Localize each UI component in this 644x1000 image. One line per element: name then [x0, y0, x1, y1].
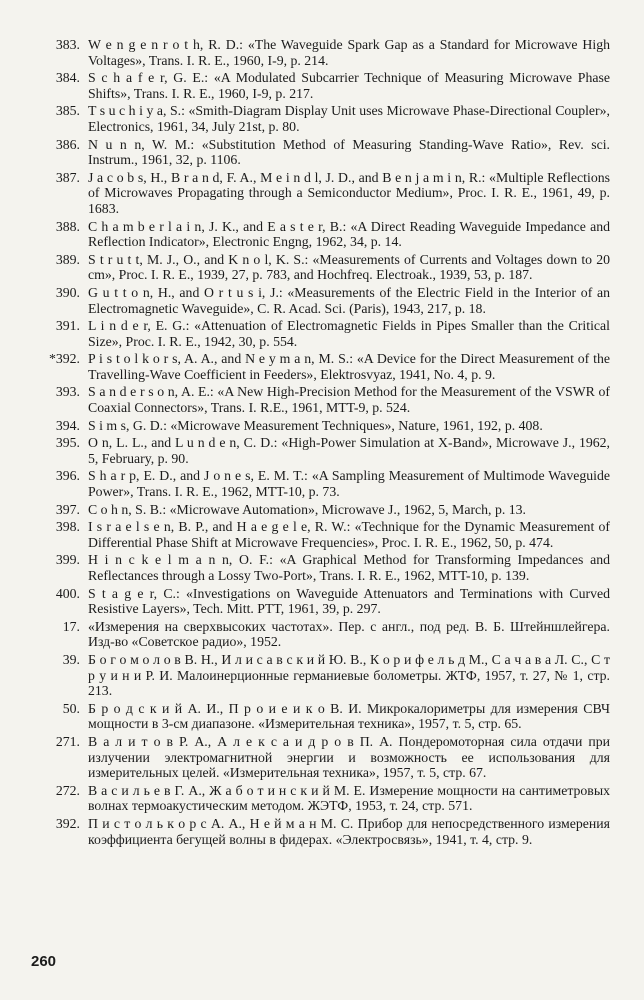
reference-text: Б о г о м о л о в В. Н., И л и с а в с к и й Ю. В., К о р и ф е л ь д М., С а ч а в а Л. С., С т р у и н и Р. И. Малоинерционные германиевые болометры. ЖТФ, 1957, т. 27, № 1, стр. 213.	[88, 651, 610, 699]
reference-text: P i s t o l k o r s, A. A., and N e y m a n, M. S.: «A Device for the Direct Measurement of the Travelling-Wave Coefficient in Feeders», Elektrosvyaz, 1941, No. 4, p. 9.	[88, 351, 610, 382]
page-number: 260	[31, 953, 57, 970]
reference-text: H i n c k e l m a n n, O. F.: «A Graphical Method for Transforming Impedances and Reflectances through a Lossy Two-Port», Trans. I. R. E., 1962, MTT-10, p. 139.	[88, 552, 610, 583]
reference-text: O n, L. L., and L u n d e n, C. D.: «High-Power Simulation at X-Band», Microwave J., 1962, 5, February, p. 90.	[88, 435, 610, 466]
reference-text: S t a g e r, C.: «Investigations on Waveguide Attenuators and Terminations with Curved Resistive Layers», Tech. Mitt. PTT, 1961, 39, p. 297.	[88, 585, 610, 617]
reference-entry	[18, 252, 610, 283]
reference-entry	[18, 285, 610, 316]
reference-number: 272.	[55, 782, 80, 798]
reference-number: 395.	[55, 435, 80, 451]
reference-text: П и с т о л ь к о р с А. А., Н е й м а н М. С. Прибор для непосредственного измерения коэффициента бегущей волны в фидерах. «Электросвязь», 1941, т. 4, стр. 9.	[88, 815, 610, 847]
reference-text: S t r u t t, M. J., O., and K n o l, K. S.: «Measurements of Currents and Voltages down to 20 cm», Proc. I. R. E., 1939, 27, p. 783, and Hochfreq. Electroak., 1939, 53, p. 187.	[88, 251, 610, 283]
reference-number: 399.	[55, 552, 80, 568]
reference-text: G u t t o n, H., and O r t u s i, J.: «Measurements of the Electric Field in the Interior of an Electromagnetic Waveguide», C. R. Acad. Sci. (Paris), 1943, 217, p. 18.	[88, 284, 610, 316]
reference-entry	[18, 37, 610, 68]
reference-entry	[18, 816, 610, 847]
reference-entry	[18, 701, 610, 732]
reference-number: 394.	[55, 417, 80, 433]
reference-entry	[18, 586, 610, 617]
reference-text: «Измерения на сверхвысоких частотах». Пер. с англ., под ред. В. Б. Штейншлейгера. Изд-во «Советское радио», 1952.	[88, 618, 610, 650]
reference-text: W e n g e n r o t h, R. D.: «The Waveguide Spark Gap as a Standard for Microwave High Voltages», Trans. I. R. E., 1960, I-9, p. 214.	[88, 37, 610, 68]
reference-entry	[18, 783, 610, 814]
reference-number: 398.	[55, 519, 80, 535]
reference-number: 385.	[55, 103, 80, 119]
reference-number: 386.	[55, 136, 80, 152]
reference-number: 396.	[55, 468, 80, 484]
reference-number: 389.	[55, 251, 80, 267]
reference-number: 17.	[62, 618, 80, 634]
reference-number: 392.	[55, 815, 80, 831]
reference-entry	[18, 734, 610, 781]
reference-entry	[18, 318, 610, 349]
reference-entry	[18, 137, 610, 168]
reference-number: 388.	[55, 218, 80, 234]
reference-text: L i n d e r, E. G.: «Attenuation of Electromagnetic Fields in Pipes Smaller than the Critical Size», Proc. I. R. E., 1942, 30, p. 554.	[88, 318, 610, 349]
reference-number: 383.	[55, 37, 80, 52]
reference-entry	[18, 103, 610, 134]
reference-number: 50.	[62, 700, 80, 716]
reference-text: C o h n, S. B.: «Microwave Automation», Microwave J., 1962, 5, March, p. 13.	[88, 501, 527, 517]
reference-number: 39.	[62, 651, 80, 667]
reference-entry	[18, 351, 610, 382]
reference-entry	[18, 170, 610, 217]
reference-entry	[18, 468, 610, 499]
reference-entry	[18, 418, 610, 434]
reference-number: 271.	[55, 733, 80, 749]
reference-number: 387.	[55, 169, 80, 185]
reference-number: 391.	[55, 318, 80, 334]
reference-text: T s u c h i y a, S.: «Smith-Diagram Display Unit uses Microwave Phase-Directional Coupler», Electronics, 1961, 34, July 21st, p. 80.	[88, 103, 610, 134]
reference-entry	[18, 652, 610, 699]
reference-entry	[18, 519, 610, 550]
reference-entry	[18, 502, 610, 518]
reference-text: S c h a f e r, G. E.: «A Modulated Subcarrier Technique of Measuring Microwave Phase Shifts», Trans. I. R. E., 1960, I-9, p. 217.	[88, 70, 610, 101]
reference-text: N u n n, W. M.: «Substitution Method of Measuring Standing-Wave Ratio», Rev. sci. Instrum., 1961, 32, p. 1106.	[88, 136, 610, 168]
reference-number: 393.	[55, 384, 80, 400]
reference-text: S h a r p, E. D., and J o n e s, E. M. T.: «A Sampling Measurement of Multimode Waveguide Power», Trans. I. R. E., 1962, MTT-10, p. 73.	[88, 468, 610, 500]
reference-number: 397.	[55, 501, 80, 517]
reference-entry	[18, 619, 610, 650]
reference-text: В а л и т о в Р. А., А л е к с а и д р о в П. А. Пондеромоторная сила отдачи при излучении электромагнитной энергии и возможность ее использования для измерительных целей. «Измерительная техника», 1957, т. 5, стр. 67.	[88, 733, 610, 781]
reference-number: 400.	[55, 585, 80, 601]
reference-number: 384.	[55, 70, 80, 86]
reference-text: S i m s, G. D.: «Microwave Measurement Techniques», Nature, 1961, 192, p. 408.	[88, 417, 543, 433]
reference-entry	[18, 70, 610, 101]
reference-entry	[18, 435, 610, 466]
reference-text: J a c o b s, H., B r a n d, F. A., M e i n d l, J. D., and B e n j a m i n, R.: «Multiple Reflections of Microwaves Propagating through a Semiconductor Medium», Proc. I. R. E., 1961, 49, p. 1683.	[88, 169, 610, 216]
reference-number: *392.	[48, 351, 80, 367]
reference-text: В а с и л ь е в Г. А., Ж а б о т и н с к и й М. Е. Измерение мощности на сантиметровых волнах термоакустическим методом. ЖЭТФ, 1953, т. 24, стр. 571.	[88, 782, 610, 814]
reference-number: 390.	[55, 284, 80, 300]
reference-list	[18, 37, 610, 847]
reference-entry	[18, 384, 610, 415]
reference-entry	[18, 552, 610, 583]
reference-text: C h a m b e r l a i n, J. K., and E a s t e r, B.: «A Direct Reading Waveguide Impedance and Reflection Indicator», Electronic Engng, 1962, 34, p. 14.	[88, 218, 610, 250]
reference-text: S a n d e r s o n, A. E.: «A New High-Precision Method for the Measurement of the VSWR of Coaxial Connectors», Trans. I. R.E., 1961, MTT-9, p. 524.	[88, 384, 610, 416]
reference-text: I s r a e l s e n, B. P., and H a e g e l e, R. W.: «Technique for the Dynamic Measurement of Differential Phase Shift at Microwave Frequencies», Proc. I. R. E., 1962, 50, p. 474.	[88, 519, 610, 550]
reference-entry	[18, 219, 610, 250]
reference-text: Б р о д с к и й А. И., П р о и е и к о В. И. Микрокалориметры для измерения СВЧ мощности в 3-см диапазоне. «Измерительная техника», 1957, т. 5, стр. 65.	[88, 700, 610, 732]
